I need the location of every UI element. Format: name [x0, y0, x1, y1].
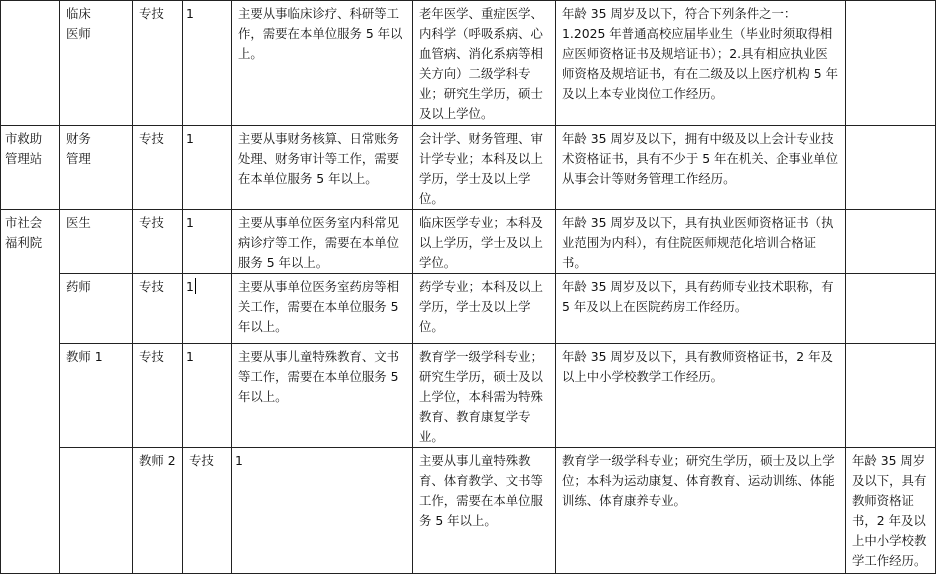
duty-cell: 主要从事儿童特殊教育、体育教学、文书等工作，需要在本单位服务 5 年以上。 [413, 448, 556, 574]
count-cell: 1 [183, 344, 232, 448]
table-row [1, 448, 936, 574]
major-cell: 药学专业；本科及以上学历，学士及以上学位。 [413, 274, 556, 344]
type-cell: 专技 [133, 126, 183, 210]
duty-cell: 主要从事单位医务室内科常见病诊疗等工作，需要在本单位服务 5 年以上。 [232, 210, 413, 274]
requirement-cell: 年龄 35 周岁及以下，具有教师资格证书，2 年及以上中小学校教学工作经历。 [846, 448, 936, 574]
requirement-cell: 年龄 35 周岁及以下，具有执业医师资格证书（执业范围为内科），有住院医师规范化培训合格证书。 [556, 210, 846, 274]
unit-cell: 市救助管理站 [1, 126, 60, 210]
count-cell: 1 [183, 126, 232, 210]
remark-cell[interactable] [846, 274, 936, 344]
table-row [1, 210, 936, 274]
position-cell: 教师 1 [60, 344, 133, 448]
major-cell: 教育学一级学科专业；研究生学历，硕士及以上学位，本科需为特殊教育、教育康复学专业。 [413, 344, 556, 448]
table-row [1, 344, 936, 448]
position-cell: 教师 2 [133, 448, 183, 574]
remark-cell[interactable] [846, 210, 936, 274]
table-row [1, 1, 936, 126]
count-cell: 1 [183, 1, 232, 126]
major-cell: 老年医学、重症医学、内科学（呼吸系病、心血管病、消化系病等相关方向）二级学科专业；研究生学历，硕士及以上学位。 [413, 1, 556, 126]
count-cell[interactable] [183, 274, 232, 344]
remark-cell[interactable] [846, 1, 936, 126]
remark-cell[interactable] [846, 126, 936, 210]
duty-cell: 主要从事临床诊疗、科研等工作，需要在本单位服务 5 年以上。 [232, 1, 413, 126]
major-cell: 临床医学专业；本科及以上学历，学士及以上学位。 [413, 210, 556, 274]
position-cell: 临床 医师 [60, 1, 133, 126]
unit-cell: 市社会福利院 [1, 210, 60, 574]
count-cell: 1 [183, 210, 232, 274]
table-row [1, 274, 936, 344]
requirement-cell: 年龄 35 周岁及以下，符合下列条件之一：1.2025 年普通高校应届毕业生（毕业时须取得相应医师资格证书及规培证书）；2.具有相应执业医师资格及规培证书，有在二级及以上医疗机构 5 年及以上本专业岗位工作经历。 [556, 1, 846, 126]
type-cell: 专技 [183, 448, 232, 574]
duty-cell: 主要从事财务核算、日常账务处理、财务审计等工作，需要在本单位服务 5 年以上。 [232, 126, 413, 210]
unit-cell [60, 448, 133, 574]
unit-cell [1, 1, 60, 126]
position-cell: 药师 [60, 274, 133, 344]
table-row [1, 126, 936, 210]
requirement-cell: 年龄 35 周岁及以下，具有药师专业技术职称，有 5 年及以上在医院药房工作经历。 [556, 274, 846, 344]
requirement-cell: 年龄 35 周岁及以下，拥有中级及以上会计专业技术资格证书，具有不少于 5 年在机关、企事业单位从事会计等财务管理工作经历。 [556, 126, 846, 210]
duty-cell: 主要从事单位医务室药房等相关工作，需要在本单位服务 5 年以上。 [232, 274, 413, 344]
type-cell: 专技 [133, 274, 183, 344]
type-cell: 专技 [133, 1, 183, 126]
count-value: 1 [186, 279, 194, 294]
remark-cell[interactable] [846, 344, 936, 448]
position-cell: 财务 管理 [60, 126, 133, 210]
major-cell: 教育学一级学科专业；研究生学历，硕士及以上学位；本科为运动康复、体育教育、运动训练、体能训练、体育康养专业。 [556, 448, 846, 574]
count-cell: 1 [232, 448, 413, 574]
major-cell: 会计学、财务管理、审计学专业；本科及以上学历，学士及以上学位。 [413, 126, 556, 210]
requirement-cell: 年龄 35 周岁及以下，具有教师资格证书，2 年及以上中小学校教学工作经历。 [556, 344, 846, 448]
duty-cell: 主要从事儿童特殊教育、文书等工作，需要在本单位服务 5 年以上。 [232, 344, 413, 448]
text-cursor [195, 278, 196, 294]
position-cell: 医生 [60, 210, 133, 274]
type-cell: 专技 [133, 344, 183, 448]
type-cell: 专技 [133, 210, 183, 274]
